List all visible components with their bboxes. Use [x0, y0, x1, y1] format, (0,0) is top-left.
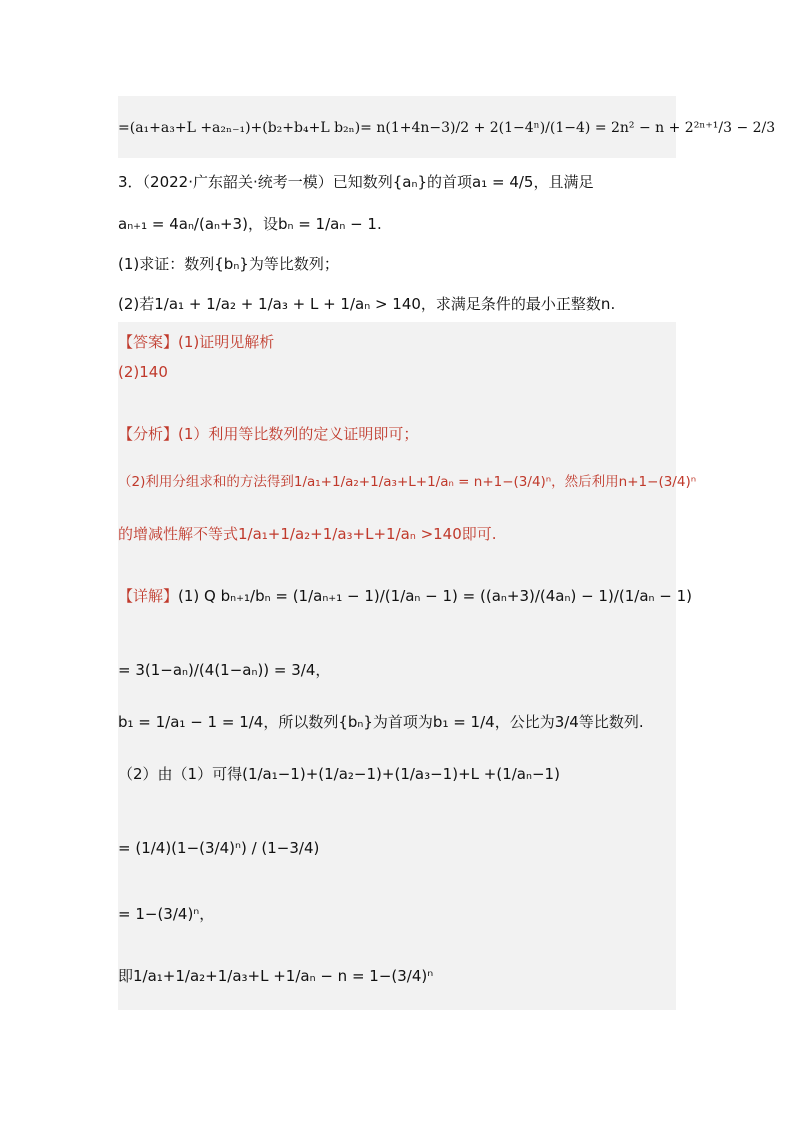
detail-line-3: b₁ = 1/a₁ − 1 = 1/4，所以数列{bₙ}为首项为b₁ = 1/4，公比为3/4等比数列.	[118, 713, 644, 731]
answer-part-2: (2)140	[118, 363, 168, 381]
problem-part-1: (1)求证：数列{bₙ}为等比数列；	[118, 255, 339, 273]
detail-text-1: (1) Q bₙ₊₁/bₙ = (1/aₙ₊₁ − 1)/(1/aₙ − 1) = ((aₙ+3)/(4aₙ) − 1)/(1/aₙ − 1)	[178, 587, 692, 605]
answer-line-1	[118, 332, 274, 352]
analysis-line-2: （2)利用分组求和的方法得到1/a₁+1/a₂+1/a₃+L+1/aₙ = n+1−(3/4)ⁿ，然后利用n+1−(3/4)ⁿ	[118, 474, 697, 490]
detail-line-5: = (1/4)(1−(3/4)ⁿ) / (1−3/4)	[118, 839, 320, 857]
answer-label: 【答案】	[118, 333, 179, 351]
detail-line-2: = 3(1−aₙ)/(4(1−aₙ)) = 3/4，	[118, 661, 331, 679]
answer-part-1: (1)证明见解析	[178, 333, 275, 351]
problem-part-2: (2)若1/a₁ + 1/a₂ + 1/a₃ + L + 1/aₙ > 140，求满足条件的最小正整数n.	[118, 295, 616, 313]
top-formula: =(a₁+a₃+L +a₂ₙ₋₁)+(b₂+b₄+L b₂ₙ)= n(1+4n−3)/2 + 2(1−4ⁿ)/(1−4) = 2n² − n + 2²ⁿ⁺¹/3 − 2/3	[118, 120, 776, 136]
analysis-label: 【分析】	[118, 425, 179, 443]
detail-label: 【详解】	[118, 587, 179, 605]
analysis-line-3: 的增减性解不等式1/a₁+1/a₂+1/a₃+L+1/aₙ >140即可.	[118, 525, 497, 543]
detail-line-6: = 1−(3/4)ⁿ，	[118, 905, 215, 923]
analysis-line-1	[118, 424, 418, 444]
detail-line-7: 即1/a₁+1/a₂+1/a₃+L +1/aₙ − n = 1−(3/4)ⁿ	[118, 967, 434, 985]
detail-line-1	[118, 586, 692, 606]
detail-line-4: （2）由（1）可得(1/a₁−1)+(1/a₂−1)+(1/a₃−1)+L +(1/aₙ−1)	[118, 765, 560, 783]
problem-line-2: aₙ₊₁ = 4aₙ/(aₙ+3)，设bₙ = 1/aₙ − 1.	[118, 215, 382, 233]
analysis-text-1: (1）利用等比数列的定义证明即可；	[178, 425, 419, 443]
problem-line-1: 3．（2022·广东韶关·统考一模）已知数列{aₙ}的首项a₁ = 4/5，且满足	[118, 173, 594, 191]
